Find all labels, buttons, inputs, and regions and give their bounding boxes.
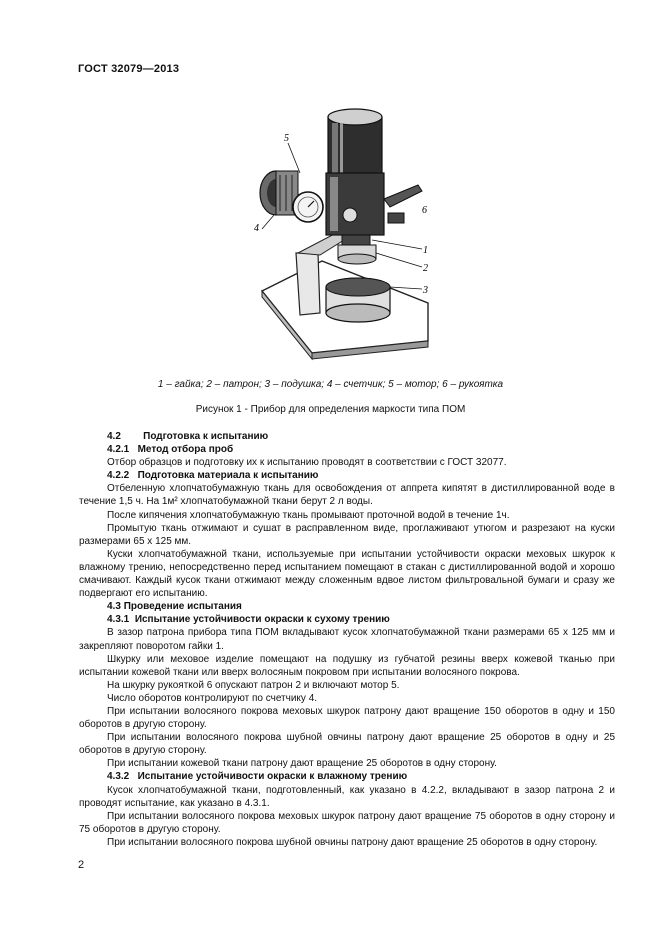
- paragraph: При испытании кожевой ткани патрону дают вращение 25 оборотов в одну сторону.: [107, 758, 497, 770]
- section-heading: [79, 613, 615, 626]
- section-number: 4.3: [107, 601, 121, 613]
- paragraph: При испытании волосяного покрова шубной овчины патрону дают вращение 25 оборотов в одну сторону.: [107, 836, 598, 848]
- figure-label-1: 1: [423, 245, 428, 256]
- paragraph: При испытании волосяного покрова шубной овчины патрону дают вращение 25 оборотов в одну и 25 оборотов в другую сторону.: [79, 732, 615, 757]
- section-title: Проведение испытания: [123, 601, 242, 613]
- heading-gap: [121, 431, 143, 442]
- handle: [384, 185, 422, 207]
- body-text: [79, 430, 615, 849]
- pom-device-figure: [240, 103, 440, 365]
- section-title: Испытание устойчивости окраски к влажному трению: [137, 771, 408, 783]
- paragraph: Промытую ткань отжимают и сушат в расправленном виде, проглаживают утюгом и разрезают на куски размерами 65 х 125 мм.: [79, 522, 615, 547]
- section-number: 4.2.1: [107, 444, 130, 456]
- paragraph: Кусок хлопчатобумажной ткани, подготовленный, как указано в 4.2.2, вкладывают в зазор патрона 2 и проводят испытание, как указано в 4.3.1.: [79, 784, 615, 809]
- section-number: 4.3.2: [107, 771, 130, 783]
- paragraph: Куски хлопчатобумажной ткани, используемые при испытании устойчивости окраски меховых шкурок к влажному трению, непосредственно перед испытанием помещают в стакан с дистиллированной водой и хорошо смачивают. Каждый кусок ткани отжимают между сложенным вдвое листом фильтровальной бумаги и сразу же подвергают его испытанию.: [79, 548, 615, 600]
- section-number: 4.2: [107, 431, 121, 442]
- device-stand: [296, 253, 320, 315]
- nut: [342, 235, 370, 245]
- figure-label-3: 3: [423, 285, 428, 296]
- paragraph: Отбеленную хлопчатобумажную ткань для освобождения от аппрета кипятят в дистиллированной воде в течение 1,5 ч. На 1м² хлопчатобумажной ткани берут 2 л воды.: [79, 483, 615, 508]
- figure-legend: 1 – гайка; 2 – патрон; 3 – подушка; 4 – счетчик; 5 – мотор; 6 – рукоятка: [157, 379, 504, 390]
- paragraph: Число оборотов контролируют по счетчику 4.: [107, 692, 318, 704]
- figure-label-4: 4: [254, 223, 259, 234]
- document-header: ГОСТ 32079—2013: [78, 63, 180, 75]
- section-number: 4.2.2: [107, 470, 130, 482]
- section-number: 4.3.1: [107, 614, 130, 626]
- section-heading: [79, 600, 615, 613]
- paragraph: Шкурку или меховое изделие помещают на подушку из губчатой резины вверх кожевой тканью при испытании кожевой ткани или вверх волосяным покровом при испытании волосяного покрова.: [79, 653, 615, 678]
- section-title: Подготовка к испытанию: [143, 431, 269, 442]
- paragraph: На шкурку рукояткой 6 опускают патрон 2 и включают мотор 5.: [107, 679, 400, 691]
- figure-label-6: 6: [422, 205, 427, 216]
- section-title: Подготовка материала к испытанию: [137, 470, 319, 482]
- paragraph: В зазор патрона прибора типа ПОМ вкладывают кусок хлопчатобумажной ткани размерами 65 х 125 мм и закрепляют поворотом гайки 1.: [79, 627, 615, 652]
- heading-gap: [129, 470, 137, 481]
- paragraph: После кипячения хлопчатобумажную ткань промывают проточной водой в течение 1ч.: [107, 509, 510, 521]
- figure-label-5: 5: [284, 133, 289, 144]
- paragraph: При испытании волосяного покрова меховых шкурок патрону дают вращение 150 оборотов в одну и 150 оборотов в другую сторону.: [79, 705, 615, 731]
- figure-caption: Рисунок 1 - Прибор для определения маркости типа ПОМ: [195, 404, 466, 415]
- section-heading: [79, 430, 615, 443]
- figure-label-2: 2: [423, 263, 428, 274]
- section-title: Метод отбора проб: [137, 444, 234, 456]
- heading-gap: [129, 771, 137, 782]
- paragraph: Отбор образцов и подготовку их к испытанию проводят в соответствии с ГОСТ 32077.: [107, 457, 507, 469]
- section-heading: [79, 469, 615, 482]
- section-heading: [79, 443, 615, 456]
- section-heading: [79, 770, 615, 783]
- page-number: 2: [78, 859, 85, 871]
- heading-gap: [129, 444, 137, 455]
- paragraph: При испытании волосяного покрова меховых шкурок патрону дают вращение 75 оборотов в одну сторону и 75 оборотов в другую сторону.: [79, 810, 615, 835]
- section-title: Испытание устойчивости окраски к сухому трению: [134, 614, 390, 626]
